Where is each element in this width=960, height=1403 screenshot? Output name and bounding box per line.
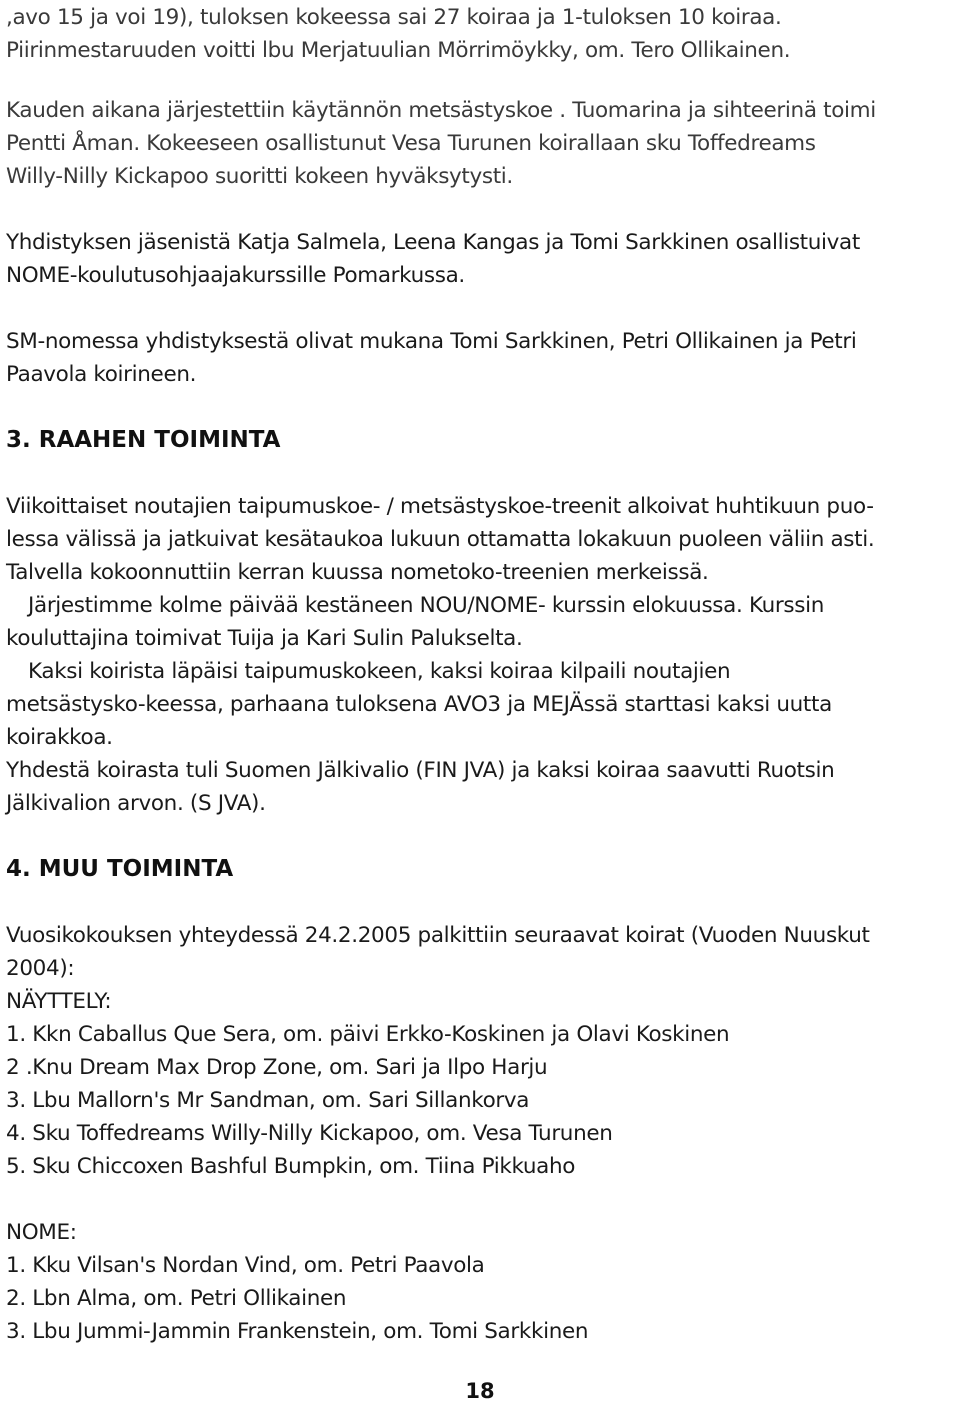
text-line: Kaksi koirista läpäisi taipumuskokeen, kaksi koiraa kilpaili noutajien <box>28 659 731 684</box>
list-item: 3. Lbu Jummi-Jammin Frankenstein, om. Tomi Sarkkinen <box>6 1319 589 1344</box>
list-item: 2 .Knu Dream Max Drop Zone, om. Sari ja Ilpo Harju <box>6 1055 548 1080</box>
practice-paragraph <box>6 94 956 193</box>
section-4-body <box>6 919 956 1348</box>
list-item: 1. Kkn Caballus Que Sera, om. päivi Erkko-Koskinen ja Olavi Koskinen <box>6 1022 730 1047</box>
text-line: lessa välissä ja jatkuivat kesätaukoa lukuun ottamatta lokakuun puoleen väliin asti. <box>6 527 875 552</box>
text-line: Talvella kokoonnuttiin kerran kuussa nometoko-treenien merkeissä. <box>6 560 709 585</box>
list-item: 3. Lbu Mallorn's Mr Sandman, om. Sari Sillankorva <box>6 1088 530 1113</box>
document-page <box>6 0 956 1348</box>
text-line: Willy-Nilly Kickapoo suoritti kokeen hyväksytysti. <box>6 164 513 189</box>
text-line: Jälkivalion arvon. (S JVA). <box>6 791 266 816</box>
intro-paragraph <box>6 1 956 67</box>
text-line: Paavola koirineen. <box>6 362 197 387</box>
course-paragraph <box>6 226 956 292</box>
section-3-body <box>6 490 956 820</box>
list-item: 5. Sku Chiccoxen Bashful Bumpkin, om. Tiina Pikkuaho <box>6 1154 576 1179</box>
section-heading-4: 4. MUU TOIMINTA <box>6 856 234 882</box>
text-line: Järjestimme kolme päivää kestäneen NOU/NOME- kurssin elokuussa. Kurssin <box>28 593 824 618</box>
text-line: koirakkoa. <box>6 725 113 750</box>
sm-paragraph <box>6 325 956 391</box>
list-item: 4. Sku Toffedreams Willy-Nilly Kickapoo, om. Vesa Turunen <box>6 1121 613 1146</box>
text-line: Kauden aikana järjestettiin käytännön metsästyskoe . Tuomarina ja sihteerinä toimi <box>6 98 876 123</box>
text-line: Viikoittaiset noutajien taipumuskoe- / metsästyskoe-treenit alkoivat huhtikuun puo- <box>6 494 874 519</box>
nome-label: NOME: <box>6 1220 77 1245</box>
section-heading-3: 3. RAAHEN TOIMINTA <box>6 427 281 453</box>
text-line: ,avo 15 ja voi 19), tuloksen kokeessa sai 27 koiraa ja 1-tuloksen 10 koiraa. <box>6 5 782 30</box>
list-item: 2. Lbn Alma, om. Petri Ollikainen <box>6 1286 347 1311</box>
show-label: NÄYTTELY: <box>6 989 112 1014</box>
text-line: Yhdestä koirasta tuli Suomen Jälkivalio (FIN JVA) ja kaksi koiraa saavutti Ruotsin <box>6 758 835 783</box>
text-line: Pentti Åman. Kokeeseen osallistunut Vesa Turunen koirallaan sku Toffedreams <box>6 131 816 156</box>
text-line: kouluttajina toimivat Tuija ja Kari Sulin Palukselta. <box>6 626 523 651</box>
text-line: Piirinmestaruuden voitti lbu Merjatuulian Mörrimöykky, om. Tero Ollikainen. <box>6 38 791 63</box>
text-line: Vuosikokouksen yhteydessä 24.2.2005 palkittiin seuraavat koirat (Vuoden Nuuskut <box>6 923 870 948</box>
text-line: SM-nomessa yhdistyksestä olivat mukana Tomi Sarkkinen, Petri Ollikainen ja Petri <box>6 329 857 354</box>
text-line: metsästysko-keessa, parhaana tuloksena AVO3 ja MEJÄssä starttasi kaksi uutta <box>6 692 832 717</box>
text-line: 2004): <box>6 956 75 981</box>
text-line: NOME-koulutusohjaajakurssille Pomarkussa. <box>6 263 465 288</box>
text-line: Yhdistyksen jäsenistä Katja Salmela, Leena Kangas ja Tomi Sarkkinen osallistuivat <box>6 230 860 255</box>
page-number: 18 <box>465 1379 495 1403</box>
list-item: 1. Kku Vilsan's Nordan Vind, om. Petri Paavola <box>6 1253 485 1278</box>
